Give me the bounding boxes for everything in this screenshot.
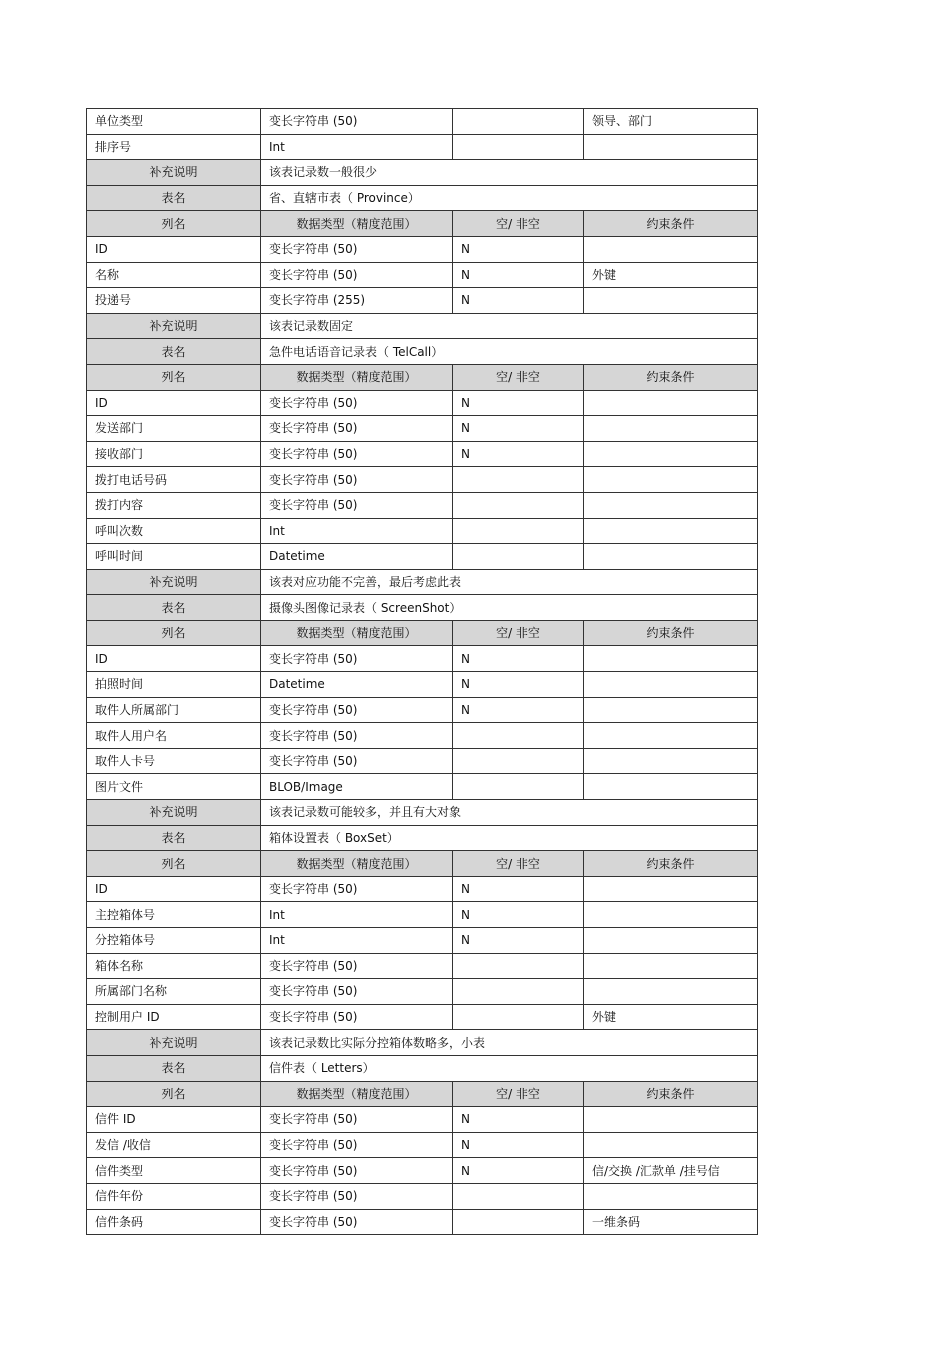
nullable-cell (453, 109, 584, 135)
nullable-cell: N (453, 876, 584, 902)
table-row (87, 1209, 758, 1235)
data-type-cell: 变长字符串 (255) (261, 288, 453, 314)
nullable-cell (453, 1004, 584, 1030)
column-header: 约束条件 (584, 211, 758, 237)
note-text: 该表记录数固定 (261, 313, 758, 339)
column-header: 数据类型（精度范围） (261, 364, 453, 390)
column-name-cell: 信件年份 (87, 1183, 261, 1209)
column-header-row (87, 211, 758, 237)
column-header: 约束条件 (584, 620, 758, 646)
constraint-cell (584, 1132, 758, 1158)
table-row (87, 723, 758, 749)
table-row (87, 979, 758, 1005)
note-text: 该表记录数可能较多，并且有大对象 (261, 800, 758, 826)
column-name-cell: 信件类型 (87, 1158, 261, 1184)
nullable-cell: N (453, 902, 584, 928)
nullable-cell: N (453, 416, 584, 442)
constraint-cell (584, 697, 758, 723)
constraint-cell (584, 492, 758, 518)
note-label: 补充说明 (87, 800, 261, 826)
column-name-cell: 主控箱体号 (87, 902, 261, 928)
nullable-cell (453, 953, 584, 979)
column-name-cell: ID (87, 876, 261, 902)
nullable-cell (453, 979, 584, 1005)
column-name-cell: 取件人用户名 (87, 723, 261, 749)
column-name-cell: 取件人卡号 (87, 748, 261, 774)
column-name-cell: ID (87, 390, 261, 416)
column-header: 数据类型（精度范围） (261, 211, 453, 237)
column-name-cell: 箱体名称 (87, 953, 261, 979)
column-name-cell: 控制用户 ID (87, 1004, 261, 1030)
table-title-label: 表名 (87, 825, 261, 851)
column-name-cell: ID (87, 236, 261, 262)
table-row (87, 902, 758, 928)
column-name-cell: 拍照时间 (87, 672, 261, 698)
column-name-cell: 拨打内容 (87, 492, 261, 518)
constraint-cell (584, 134, 758, 160)
constraint-cell: 领导、部门 (584, 109, 758, 135)
data-type-cell: 变长字符串 (50) (261, 236, 453, 262)
data-type-cell: Datetime (261, 672, 453, 698)
table-row (87, 236, 758, 262)
column-header-row (87, 851, 758, 877)
column-name-cell: 分控箱体号 (87, 928, 261, 954)
nullable-cell (453, 134, 584, 160)
constraint-cell (584, 1107, 758, 1133)
data-type-cell: Int (261, 928, 453, 954)
note-row (87, 800, 758, 826)
table-row (87, 544, 758, 570)
column-header-row (87, 364, 758, 390)
column-name-cell: 排序号 (87, 134, 261, 160)
column-name-cell: 单位类型 (87, 109, 261, 135)
note-text: 该表记录数一般很少 (261, 160, 758, 186)
nullable-cell (453, 467, 584, 493)
table-row (87, 928, 758, 954)
nullable-cell (453, 1183, 584, 1209)
table-row (87, 672, 758, 698)
note-row (87, 1030, 758, 1056)
nullable-cell: N (453, 262, 584, 288)
table-title-row (87, 339, 758, 365)
constraint-cell (584, 876, 758, 902)
constraint-cell (584, 416, 758, 442)
table-row (87, 416, 758, 442)
nullable-cell (453, 544, 584, 570)
column-name-cell: 名称 (87, 262, 261, 288)
table-title: 箱体设置表（ BoxSet） (261, 825, 758, 851)
table-row (87, 262, 758, 288)
note-label: 补充说明 (87, 569, 261, 595)
data-type-cell: 变长字符串 (50) (261, 748, 453, 774)
constraint-cell (584, 748, 758, 774)
column-name-cell: 接收部门 (87, 441, 261, 467)
table-title-label: 表名 (87, 1055, 261, 1081)
nullable-cell: N (453, 672, 584, 698)
data-type-cell: Int (261, 518, 453, 544)
nullable-cell (453, 774, 584, 800)
table-title-label: 表名 (87, 185, 261, 211)
column-header: 数据类型（精度范围） (261, 851, 453, 877)
column-name-cell: 信件 ID (87, 1107, 261, 1133)
nullable-cell: N (453, 441, 584, 467)
constraint-cell (584, 979, 758, 1005)
constraint-cell (584, 672, 758, 698)
constraint-cell (584, 723, 758, 749)
nullable-cell (453, 748, 584, 774)
table-row (87, 1158, 758, 1184)
column-header: 空/ 非空 (453, 211, 584, 237)
table-title-label: 表名 (87, 595, 261, 621)
nullable-cell (453, 723, 584, 749)
column-header: 数据类型（精度范围） (261, 1081, 453, 1107)
column-name-cell: 呼叫时间 (87, 544, 261, 570)
constraint-cell (584, 646, 758, 672)
column-header: 空/ 非空 (453, 620, 584, 646)
data-type-cell: 变长字符串 (50) (261, 109, 453, 135)
data-type-cell: Datetime (261, 544, 453, 570)
note-label: 补充说明 (87, 160, 261, 186)
data-type-cell: Int (261, 902, 453, 928)
data-type-cell: 变长字符串 (50) (261, 390, 453, 416)
table-title: 信件表（ Letters） (261, 1055, 758, 1081)
data-type-cell: 变长字符串 (50) (261, 1004, 453, 1030)
data-type-cell: 变长字符串 (50) (261, 876, 453, 902)
nullable-cell: N (453, 697, 584, 723)
table-row (87, 518, 758, 544)
column-header: 列名 (87, 1081, 261, 1107)
data-type-cell: BLOB/Image (261, 774, 453, 800)
table-row (87, 288, 758, 314)
data-type-cell: 变长字符串 (50) (261, 1132, 453, 1158)
column-header: 列名 (87, 211, 261, 237)
column-header-row (87, 620, 758, 646)
nullable-cell: N (453, 390, 584, 416)
nullable-cell (453, 1209, 584, 1235)
column-header: 空/ 非空 (453, 1081, 584, 1107)
nullable-cell: N (453, 288, 584, 314)
table-row (87, 953, 758, 979)
table-row (87, 876, 758, 902)
table-title: 摄像头图像记录表（ ScreenShot） (261, 595, 758, 621)
data-type-cell: 变长字符串 (50) (261, 646, 453, 672)
column-name-cell: 信件条码 (87, 1209, 261, 1235)
data-type-cell: 变长字符串 (50) (261, 492, 453, 518)
column-header: 列名 (87, 364, 261, 390)
note-row (87, 313, 758, 339)
table-row (87, 467, 758, 493)
column-name-cell: 呼叫次数 (87, 518, 261, 544)
table-title-row (87, 825, 758, 851)
constraint-cell (584, 441, 758, 467)
constraint-cell: 信/交换 /汇款单 /挂号信 (584, 1158, 758, 1184)
schema-table (86, 108, 758, 1235)
table-title-row (87, 185, 758, 211)
table-title-row (87, 595, 758, 621)
nullable-cell: N (453, 928, 584, 954)
data-type-cell: 变长字符串 (50) (261, 953, 453, 979)
nullable-cell: N (453, 1158, 584, 1184)
table-row (87, 1004, 758, 1030)
table-row (87, 697, 758, 723)
column-name-cell: 投递号 (87, 288, 261, 314)
nullable-cell: N (453, 1132, 584, 1158)
data-type-cell: Int (261, 134, 453, 160)
constraint-cell: 外键 (584, 1004, 758, 1030)
column-header-row (87, 1081, 758, 1107)
data-type-cell: 变长字符串 (50) (261, 979, 453, 1005)
table-title: 急件电话语音记录表（ TelCall） (261, 339, 758, 365)
note-label: 补充说明 (87, 1030, 261, 1056)
note-row (87, 160, 758, 186)
constraint-cell: 一维条码 (584, 1209, 758, 1235)
data-type-cell: 变长字符串 (50) (261, 723, 453, 749)
nullable-cell: N (453, 1107, 584, 1133)
data-type-cell: 变长字符串 (50) (261, 1183, 453, 1209)
data-type-cell: 变长字符串 (50) (261, 262, 453, 288)
note-text: 该表记录数比实际分控箱体数略多，小表 (261, 1030, 758, 1056)
constraint-cell (584, 390, 758, 416)
table-row (87, 390, 758, 416)
data-type-cell: 变长字符串 (50) (261, 441, 453, 467)
column-header: 约束条件 (584, 364, 758, 390)
data-type-cell: 变长字符串 (50) (261, 467, 453, 493)
note-label: 补充说明 (87, 313, 261, 339)
column-header: 空/ 非空 (453, 364, 584, 390)
column-name-cell: 图片文件 (87, 774, 261, 800)
column-header: 约束条件 (584, 1081, 758, 1107)
constraint-cell (584, 544, 758, 570)
constraint-cell (584, 774, 758, 800)
column-header: 列名 (87, 851, 261, 877)
table-title: 省、直辖市表（ Province） (261, 185, 758, 211)
table-row (87, 441, 758, 467)
note-row (87, 569, 758, 595)
table-row (87, 774, 758, 800)
constraint-cell (584, 288, 758, 314)
table-title-row (87, 1055, 758, 1081)
column-name-cell: ID (87, 646, 261, 672)
data-type-cell: 变长字符串 (50) (261, 1107, 453, 1133)
table-title-label: 表名 (87, 339, 261, 365)
table-row (87, 1132, 758, 1158)
schema-body (87, 109, 758, 1235)
table-row (87, 748, 758, 774)
column-name-cell: 发送部门 (87, 416, 261, 442)
data-type-cell: 变长字符串 (50) (261, 1209, 453, 1235)
table-row (87, 1107, 758, 1133)
column-header: 数据类型（精度范围） (261, 620, 453, 646)
column-header: 约束条件 (584, 851, 758, 877)
constraint-cell: 外键 (584, 262, 758, 288)
constraint-cell (584, 953, 758, 979)
data-type-cell: 变长字符串 (50) (261, 1158, 453, 1184)
column-name-cell: 拨打电话号码 (87, 467, 261, 493)
constraint-cell (584, 902, 758, 928)
nullable-cell: N (453, 236, 584, 262)
table-row (87, 1183, 758, 1209)
data-type-cell: 变长字符串 (50) (261, 416, 453, 442)
nullable-cell: N (453, 646, 584, 672)
column-name-cell: 取件人所属部门 (87, 697, 261, 723)
table-row (87, 646, 758, 672)
constraint-cell (584, 928, 758, 954)
column-name-cell: 所属部门名称 (87, 979, 261, 1005)
constraint-cell (584, 236, 758, 262)
nullable-cell (453, 492, 584, 518)
column-header: 空/ 非空 (453, 851, 584, 877)
table-row (87, 492, 758, 518)
note-text: 该表对应功能不完善，最后考虑此表 (261, 569, 758, 595)
constraint-cell (584, 467, 758, 493)
constraint-cell (584, 1183, 758, 1209)
column-name-cell: 发信 /收信 (87, 1132, 261, 1158)
table-row (87, 134, 758, 160)
constraint-cell (584, 518, 758, 544)
table-row (87, 109, 758, 135)
column-header: 列名 (87, 620, 261, 646)
nullable-cell (453, 518, 584, 544)
data-type-cell: 变长字符串 (50) (261, 697, 453, 723)
